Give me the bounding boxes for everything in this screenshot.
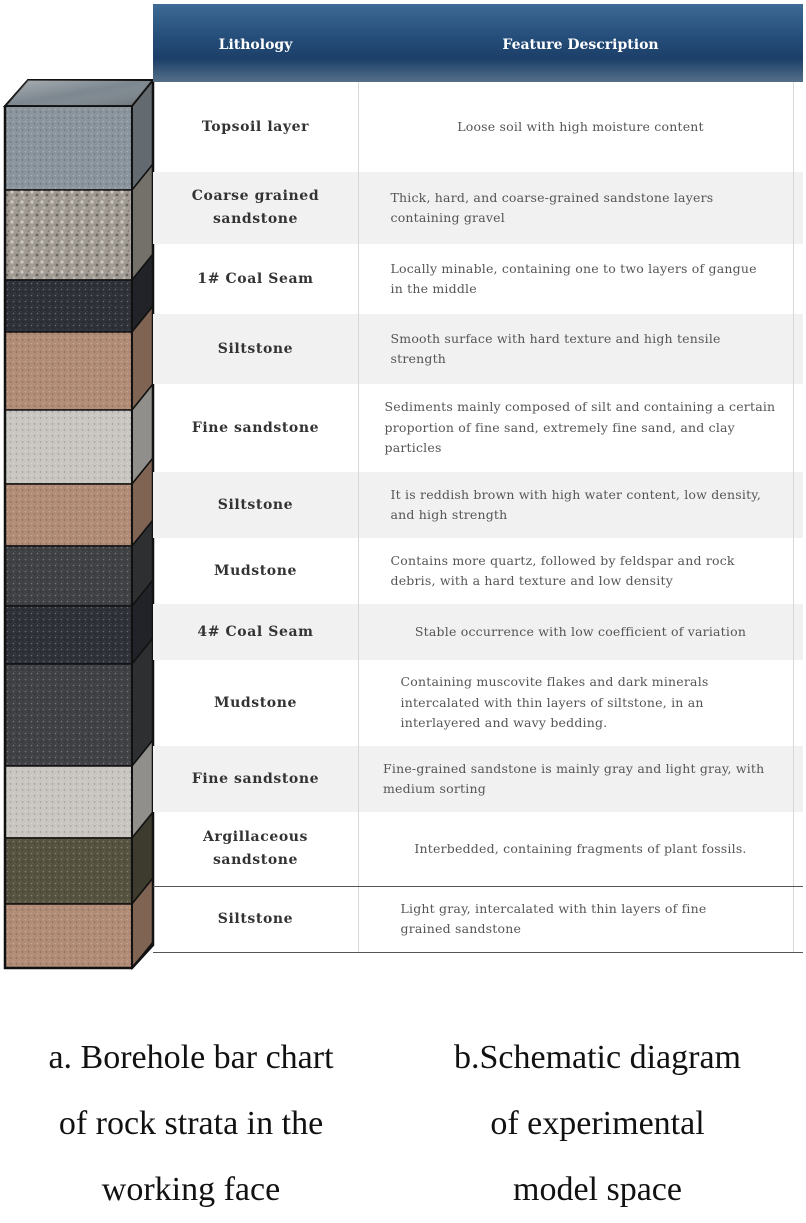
lithology-cell: Mudstone [213,694,298,711]
lithology-cell: Siltstone [217,910,294,927]
table-row [153,812,803,886]
borehole-layer-texture [5,190,132,280]
lithology-cell: Topsoil layer [201,118,310,135]
header-feature-description: Feature Description [502,37,659,53]
table-bottom-rule [153,952,803,953]
column-divider [358,82,359,952]
lithology-cell: Mudstone [213,562,298,579]
table-header [153,4,803,82]
header-lithology: Lithology [218,37,293,53]
table-row [153,886,803,952]
description-cell: It is reddish brown with high water content, low density, and high strength [390,486,762,522]
description-cell: Light gray, intercalated with thin layers of fine grained sandstone [400,900,707,936]
column-divider [793,82,794,952]
table-row [153,82,803,172]
lithology-cell: Siltstone [217,496,294,513]
description-cell: Containing muscovite flakes and dark minerals intercalated with thin layers of siltstone, in an interlayered and wavy bedding. [400,674,709,731]
borehole-layer-texture [5,838,132,904]
borehole-layer-texture [5,904,132,968]
lithology-cell: 1# Coal Seam [197,270,314,287]
borehole-layer-texture [5,606,132,664]
lithology-cell: Siltstone [217,340,294,357]
borehole-layer-texture [5,410,132,484]
table-row [153,384,803,472]
borehole-layer-texture [5,280,132,332]
table-row [153,538,803,604]
borehole-layer-texture [5,332,132,410]
table-row [153,660,803,746]
lithology-cell: Fine sandstone [191,419,320,436]
table-row [153,604,803,660]
borehole-layer-texture [5,484,132,546]
description-cell: Stable occurrence with low coefficient of variation [414,623,747,639]
borehole-layer-texture [5,664,132,766]
description-cell: Locally minable, containing one to two layers of gangue in the middle [390,260,757,296]
description-cell: Thick, hard, and coarse-grained sandstone layers containing gravel [390,189,714,225]
lithology-cell: Fine sandstone [191,770,320,787]
table-row [153,172,803,244]
caption-a: a. Borehole bar chart of rock strata in the working face [48,1039,334,1208]
borehole-layer-texture [5,766,132,838]
table-row [153,244,803,314]
description-cell: Smooth surface with hard texture and high tensile strength [390,330,721,366]
table-row [153,746,803,812]
description-cell: Loose soil with high moisture content [457,118,704,134]
table-row [153,472,803,538]
description-cell: Interbedded, containing fragments of plant fossils. [414,840,747,856]
description-cell: Sediments mainly composed of silt and containing a certain proportion of fine sand, extremely fine sand, and clay particles [384,399,776,456]
borehole-layer-texture [5,106,132,190]
table-row [153,314,803,384]
lithology-cell: Argillaceous sandstone [202,829,309,868]
lithology-cell: Coarse grained sandstone [191,188,320,227]
row-rule [153,886,803,887]
description-cell: Contains more quartz, followed by feldspar and rock debris, with a hard texture and low density [390,552,735,588]
description-cell: Fine-grained sandstone is mainly gray and light gray, with medium sorting [383,760,765,796]
borehole-column [0,0,160,980]
borehole-layer-texture [5,546,132,606]
caption-b: b.Schematic diagram of experimental model space [453,1039,741,1208]
lithology-cell: 4# Coal Seam [197,623,314,640]
